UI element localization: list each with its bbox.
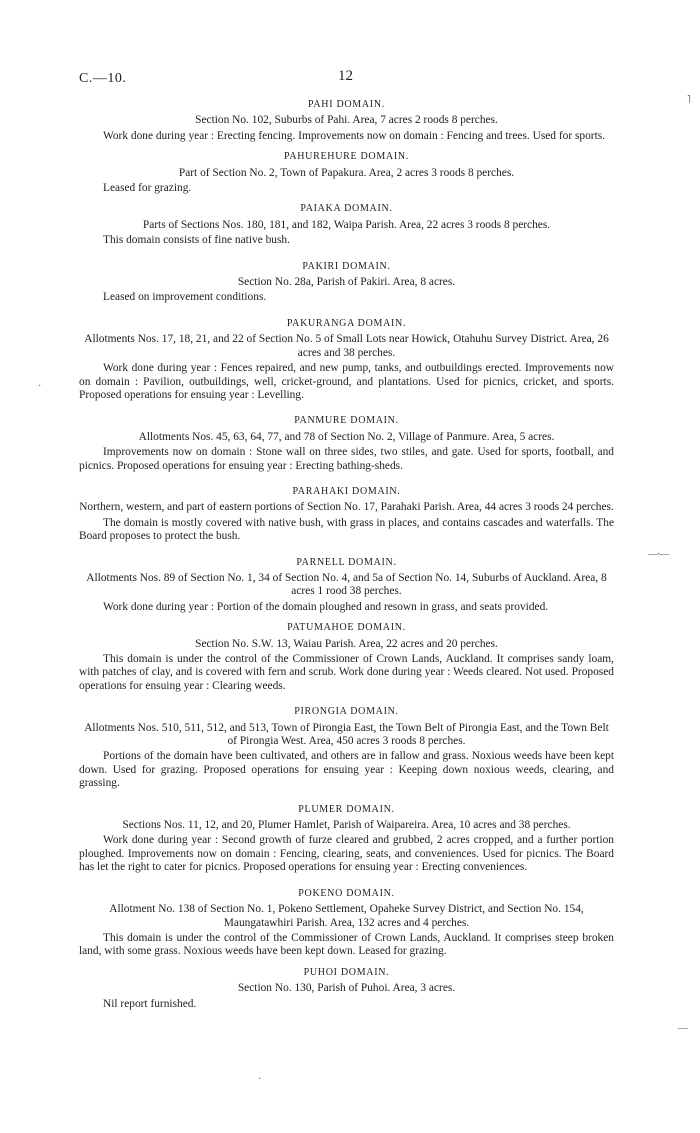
- domain-entry-plumer: [79, 803, 614, 875]
- domain-report: Work done during year : Erecting fencing. Improvements now on domain : Fencing and trees. Used for sports.: [103, 129, 606, 142]
- domain-entry-parnell: [79, 556, 614, 615]
- domain-description: Parts of Sections Nos. 180, 181, and 182, Waipa Parish. Area, 22 acres 3 roods 8 perches.: [142, 218, 551, 231]
- domain-entry-paiaka: [79, 202, 614, 247]
- domain-title: PAKURANGA DOMAIN.: [286, 317, 407, 329]
- domain-entry-pokeno: [79, 887, 614, 959]
- domain-description: Section No. 130, Parish of Puhoi. Area, 3 acres.: [237, 982, 456, 995]
- margin-mark: ·: [38, 381, 42, 392]
- domain-title: PANMURE DOMAIN.: [294, 415, 399, 427]
- domain-title: PAHUREHURE DOMAIN.: [283, 151, 410, 163]
- domain-description: Section No. 102, Suburbs of Pahi. Area, 7 acres 2 roods 8 perches.: [195, 114, 498, 127]
- domain-title: PAKIRI DOMAIN.: [302, 260, 391, 272]
- domain-report: Leased for grazing.: [103, 182, 192, 195]
- domain-description: Sections Nos. 11, 12, and 20, Plumer Hamlet, Parish of Waipareira. Area, 10 acres and 38 perches.: [122, 819, 571, 832]
- domain-report: Nil report furnished.: [103, 997, 197, 1010]
- domain-title: PAHI DOMAIN.: [308, 99, 385, 110]
- domain-report: Work done during year : Portion of the domain ploughed and resown in grass, and seats provided.: [103, 600, 549, 613]
- domain-title: POKENO DOMAIN.: [298, 887, 395, 899]
- domain-entry-pirongia: [79, 705, 614, 790]
- page-number: 12: [338, 68, 353, 84]
- domain-description: Section No. 28a, Parish of Pakiri. Area, 8 acres.: [237, 276, 456, 289]
- domain-description: Allotments Nos. 89 of Section No. 1, 34 of Section No. 4, and 5a of Section No. 14, Suburbs of Auckland. Area, 8 acres 1 rood 38 perches.: [86, 571, 607, 598]
- domain-description: Allotments Nos. 17, 18, 21, and 22 of Section No. 5 of Small Lots near Howick, Otahuhu Survey District. Area, 26 acres and 38 perches.: [84, 333, 609, 359]
- domain-report: Work done during year : Second growth of furze cleared and grubbed, 2 acres cropped, and a further portion ploughed. Improvements now on domain : Fencing, clearing, seats, and conveniences. Used for picnics. The Board has let the right to cater for picnics. Proposed operations for ensuing year : Erecting conveniences.: [79, 834, 614, 874]
- domain-title: PIRONGIA DOMAIN.: [294, 706, 399, 718]
- domain-report: Improvements now on domain : Stone wall on three sides, two stiles, and gate. Used for sports, football, and picnics. Proposed operations for ensuing year : Erecting bathing-sheds.: [79, 446, 614, 472]
- domain-entry-panmure: [79, 414, 614, 473]
- margin-mark: ˥: [687, 95, 691, 106]
- domain-title: PLUMER DOMAIN.: [298, 803, 395, 815]
- domain-entry-puhoi: [79, 966, 614, 1011]
- margin-mark: —: [678, 1023, 688, 1034]
- domain-report: Work done during year : Fences repaired, and new pump, tanks, and outbuildings erected. Improvements now on domain : Pavilion, outbuildings, well, cricket-ground, and plantations. Used for picnics, cricket, and sports. Proposed operations for ensuing year : Levelling.: [79, 362, 614, 401]
- domain-entry-pahurehure: [79, 150, 614, 195]
- domain-description: Section No. S.W. 13, Waiau Parish. Area, 22 acres and 20 perches.: [195, 637, 498, 650]
- domain-entry-pakiri: [79, 260, 614, 305]
- domain-description: Allotment No. 138 of Section No. 1, Pokeno Settlement, Opaheke Survey District, and Section No. 154, Maungatawhiri Parish. Area, 132 acres and 4 perches.: [109, 903, 584, 929]
- domain-entry-parahaki: [79, 485, 614, 544]
- domain-title: PATUMAHOE DOMAIN.: [287, 622, 406, 634]
- domain-report: This domain is under the control of the Commissioner of Crown Lands, Auckland. It comprises sandy loam, with patches of clay, and is covered with fern and scrub. Work done during year : Weeds cleared. Not used. Proposed operations for ensuing year : Clearing weeds.: [79, 653, 614, 692]
- domain-title: PAIAKA DOMAIN.: [300, 203, 393, 215]
- domain-entry-pakuranga: [79, 317, 614, 402]
- domain-description: Northern, western, and part of eastern portions of Section No. 17, Parahaki Parish. Area, 44 acres 3 roods 24 perches.: [79, 501, 614, 514]
- domain-description: Allotments Nos. 45, 63, 64, 77, and 78 of Section No. 2, Village of Panmure. Area, 5 acres.: [138, 430, 555, 443]
- margin-mark: ·: [258, 1074, 262, 1085]
- margin-mark: —·—: [648, 549, 669, 560]
- domain-title: PARAHAKI DOMAIN.: [292, 485, 401, 497]
- domain-report: The domain is mostly covered with native bush, with grass in places, and contains cascades and waterfalls. The Board proposes to protect the bush.: [79, 516, 614, 543]
- domain-title: PUHOI DOMAIN.: [303, 966, 390, 978]
- domain-list: [79, 98, 614, 1011]
- domain-report: Portions of the domain have been cultivated, and others are in fallow and grass. Noxious weeds have been kept down. Used for grazing. Proposed operations for ensuing year : Keeping down noxious weeds, clearing, and grassing.: [79, 750, 614, 790]
- domain-title: PARNELL DOMAIN.: [296, 556, 397, 568]
- domain-entry-patumahoe: [79, 621, 614, 693]
- domain-entry-pahi: [79, 98, 614, 143]
- domain-report: This domain consists of fine native bush.: [103, 234, 290, 247]
- domain-report: Leased on improvement conditions.: [103, 291, 267, 304]
- domain-report: This domain is under the control of the Commissioner of Crown Lands, Auckland. It comprises steep broken land, with some grass. Noxious weeds have been kept down. Leased for grazing.: [79, 931, 614, 958]
- domain-description: Part of Section No. 2, Town of Papakura. Area, 2 acres 3 roods 8 perches.: [178, 166, 515, 179]
- domain-description: Allotments Nos. 510, 511, 512, and 513, Town of Pirongia East, the Town Belt of Pirongia East, and the Town Belt of Pirongia West. Area, 450 acres 3 roods 8 perches.: [84, 721, 609, 748]
- report-reference: C.—10.: [79, 71, 127, 86]
